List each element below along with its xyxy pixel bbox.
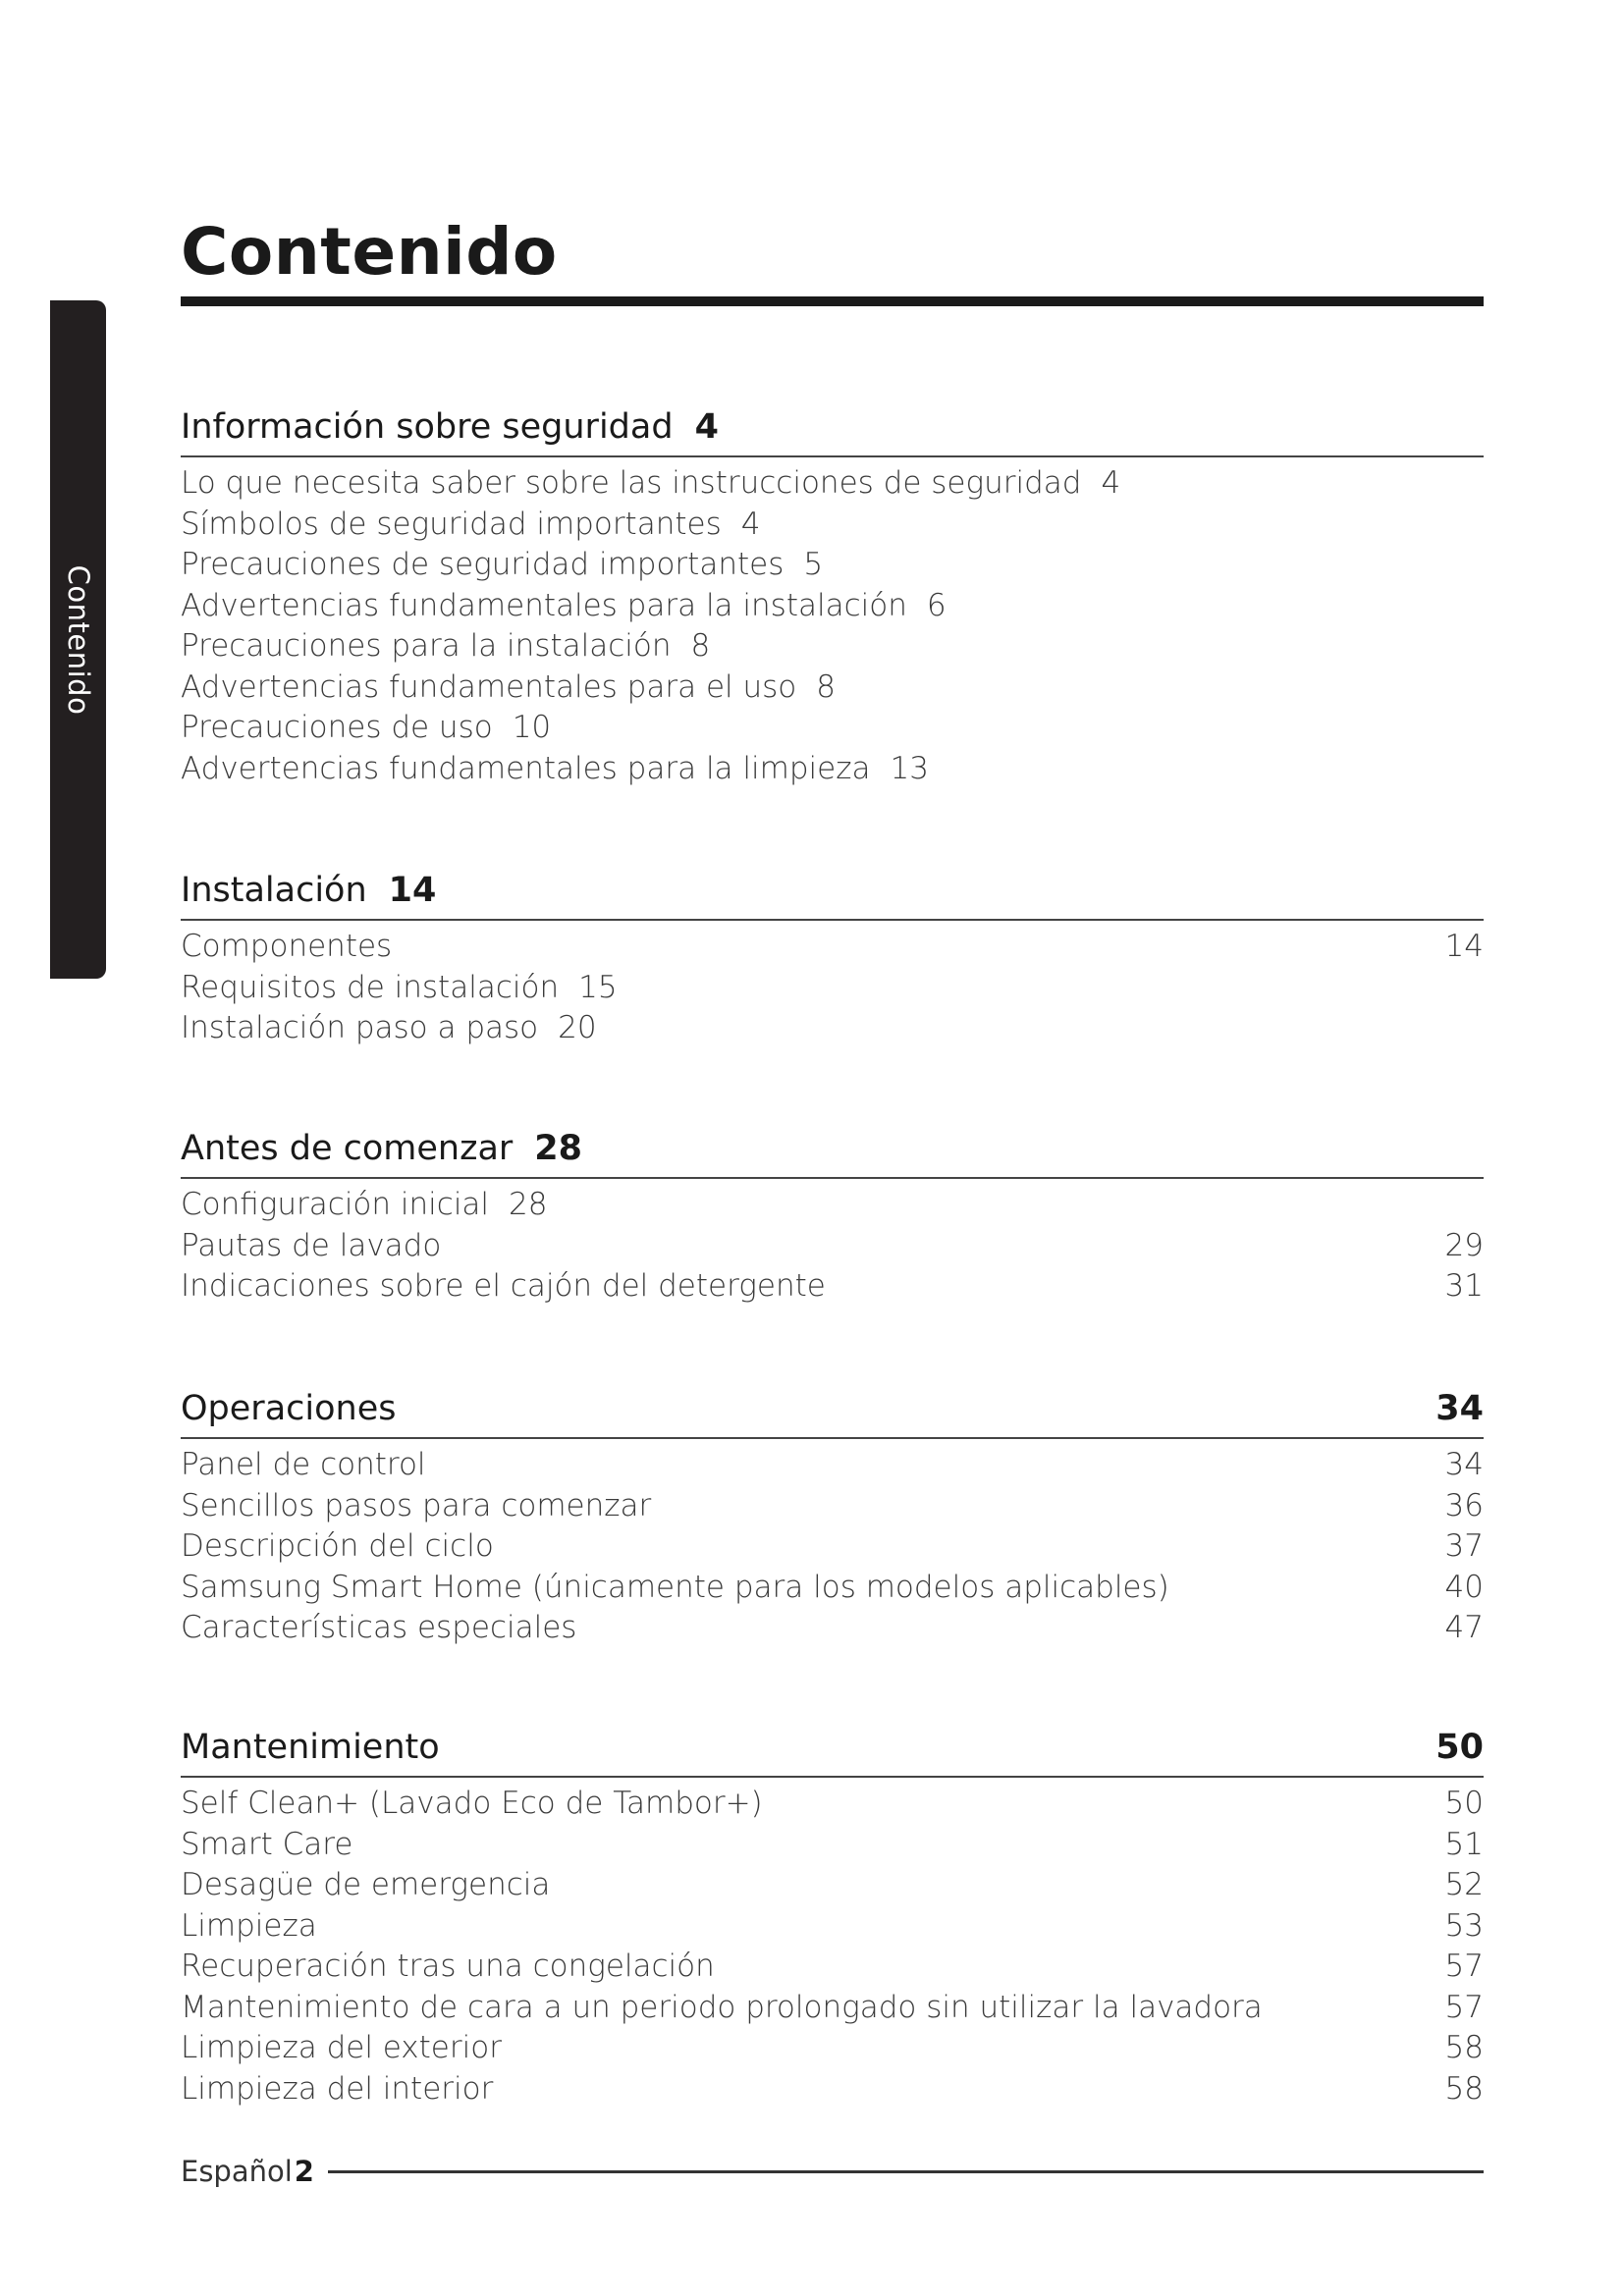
- toc-entry[interactable]: [181, 1947, 1484, 1988]
- toc-entry-page: 40: [1444, 1569, 1484, 1605]
- toc-entry-label: Limpieza: [181, 1907, 317, 1944]
- toc-entry-page: 5: [803, 547, 824, 582]
- side-tab: [50, 300, 106, 979]
- toc-entry-label: Desagüe de emergencia: [181, 1867, 551, 1902]
- toc-entry[interactable]: [181, 2028, 1484, 2069]
- toc-entry-page: 20: [558, 1010, 597, 1045]
- title-rule: [181, 296, 1484, 306]
- toc-entry-page: 13: [890, 750, 929, 786]
- toc-entry-label: Panel de control: [181, 1447, 426, 1482]
- section-page: 34: [1435, 1389, 1484, 1428]
- toc-entry[interactable]: [181, 2069, 1484, 2110]
- toc-entry-label: Advertencias fundamentales para la instalación: [181, 587, 907, 623]
- toc-entry-page: 57: [1444, 1989, 1484, 2025]
- toc-entry[interactable]: [181, 1445, 1484, 1486]
- toc-section: [181, 402, 1484, 789]
- page-footer: [181, 2155, 1484, 2188]
- toc-entry-label: Advertencias fundamentales para la limpieza: [181, 750, 871, 786]
- toc-entry-page: 15: [578, 969, 618, 1005]
- toc-entry[interactable]: [181, 505, 1484, 546]
- toc-section: [181, 1723, 1484, 2109]
- section-title: Instalación: [181, 871, 367, 910]
- section-title: Mantenimiento: [181, 1728, 440, 1767]
- section-page: 14: [388, 871, 437, 910]
- footer-rule: [328, 2170, 1484, 2173]
- toc-entry-label: Indicaciones sobre el cajón del detergente: [181, 1268, 826, 1304]
- toc-entry[interactable]: [181, 463, 1484, 505]
- toc-entry-page: 4: [1101, 465, 1121, 501]
- section-heading[interactable]: [181, 866, 1484, 921]
- toc-entry-label: Precauciones para la instalación: [181, 628, 672, 664]
- section-entries: [181, 1185, 1484, 1308]
- toc-entry-label: Símbolos de seguridad importantes: [181, 506, 722, 542]
- toc-entry[interactable]: [181, 708, 1484, 749]
- footer-page-number: 2: [294, 2155, 314, 2188]
- toc-entry[interactable]: [181, 667, 1484, 709]
- toc-entry[interactable]: [181, 1608, 1484, 1649]
- toc-entry-label: Smart Care: [181, 1826, 353, 1862]
- toc-entry-label: Self Clean+ (Lavado Eco de Tambor+): [181, 1786, 763, 1821]
- page-title: Contenido: [181, 214, 558, 290]
- section-heading[interactable]: [181, 1124, 1484, 1179]
- toc-entry[interactable]: [181, 1906, 1484, 1948]
- toc-entry[interactable]: [181, 1226, 1484, 1267]
- toc-entry[interactable]: [181, 1988, 1484, 2029]
- toc-entry[interactable]: [181, 927, 1484, 968]
- section-heading[interactable]: [181, 1384, 1484, 1439]
- section-page: 28: [534, 1129, 583, 1168]
- toc-entry-page: 6: [926, 587, 947, 623]
- toc-entry-label: Precauciones de seguridad importantes: [181, 547, 785, 582]
- toc-entry-label: Recuperación tras una congelación: [181, 1949, 715, 1984]
- toc-entry-page: 8: [816, 668, 836, 705]
- toc-entry-label: Pautas de lavado: [181, 1227, 442, 1263]
- section-page: 50: [1435, 1728, 1484, 1767]
- toc-entry-label: Configuración inicial: [181, 1187, 490, 1222]
- toc-entry-label: Samsung Smart Home (únicamente para los modelos aplicables): [181, 1569, 1169, 1605]
- section-entries: [181, 1445, 1484, 1649]
- toc-entry-page: 52: [1444, 1867, 1484, 1902]
- section-page: 4: [694, 407, 719, 447]
- toc-entry-page: 31: [1444, 1268, 1484, 1304]
- toc-entry[interactable]: [181, 545, 1484, 586]
- toc-entry-label: Precauciones de uso: [181, 710, 493, 745]
- toc-entry[interactable]: [181, 749, 1484, 790]
- toc-entry-page: 34: [1444, 1447, 1484, 1482]
- toc-entry-label: Instalación paso a paso: [181, 1010, 539, 1045]
- toc-entry[interactable]: [181, 1865, 1484, 1906]
- toc-entry-page: 51: [1444, 1826, 1484, 1862]
- toc-entry[interactable]: [181, 626, 1484, 667]
- toc-section: [181, 1384, 1484, 1649]
- toc-entry-page: 8: [690, 628, 711, 664]
- toc-entry[interactable]: [181, 968, 1484, 1009]
- toc-entry-label: Sencillos pasos para comenzar: [181, 1487, 652, 1523]
- toc-entry[interactable]: [181, 1784, 1484, 1825]
- toc-entry[interactable]: [181, 586, 1484, 627]
- section-title: Antes de comenzar: [181, 1129, 514, 1168]
- toc-entry-label: Componentes: [181, 929, 393, 964]
- section-entries: [181, 927, 1484, 1049]
- toc-entry[interactable]: [181, 1825, 1484, 1866]
- toc-entry-page: 57: [1444, 1949, 1484, 1984]
- toc-entry[interactable]: [181, 1526, 1484, 1568]
- toc-entry-page: 47: [1444, 1610, 1484, 1645]
- toc-entry[interactable]: [181, 1568, 1484, 1609]
- toc-entry-label: Requisitos de instalación: [181, 969, 560, 1005]
- toc-entry-page: 50: [1444, 1786, 1484, 1821]
- toc-entry[interactable]: [181, 1008, 1484, 1049]
- toc-entry[interactable]: [181, 1266, 1484, 1308]
- section-title: Información sobre seguridad: [181, 407, 674, 447]
- section-entries: [181, 463, 1484, 789]
- footer-language: Español: [181, 2155, 293, 2188]
- toc-entry-page: 14: [1444, 929, 1484, 964]
- toc-entry-page: 36: [1444, 1487, 1484, 1523]
- toc-section: [181, 1124, 1484, 1308]
- toc-entry-page: 29: [1444, 1227, 1484, 1263]
- toc-entry-page: 58: [1444, 2070, 1484, 2107]
- section-heading[interactable]: [181, 402, 1484, 457]
- toc-entry-page: 37: [1444, 1528, 1484, 1564]
- toc-entry-label: Lo que necesita saber sobre las instrucciones de seguridad: [181, 465, 1082, 501]
- section-title: Operaciones: [181, 1389, 397, 1428]
- side-tab-label: Contenido: [61, 564, 95, 715]
- toc-entry-label: Descripción del ciclo: [181, 1528, 494, 1564]
- toc-entry-label: Mantenimiento de cara a un periodo prolongado sin utilizar la lavadora: [181, 1989, 1263, 2025]
- toc-entry-label: Características especiales: [181, 1610, 577, 1645]
- toc-entry-label: Limpieza del interior: [181, 2070, 494, 2107]
- toc-section: [181, 866, 1484, 1049]
- toc-entry-label: Limpieza del exterior: [181, 2030, 502, 2065]
- toc-entry-label: Advertencias fundamentales para el uso: [181, 668, 797, 705]
- toc-entry-page: 53: [1444, 1907, 1484, 1944]
- toc-entry-page: 4: [740, 506, 761, 542]
- section-heading[interactable]: [181, 1723, 1484, 1778]
- toc-entry-page: 28: [509, 1187, 548, 1222]
- toc-entry-page: 10: [512, 710, 552, 745]
- toc-entry[interactable]: [181, 1486, 1484, 1527]
- section-entries: [181, 1784, 1484, 2109]
- toc-entry-page: 58: [1444, 2030, 1484, 2065]
- toc-entry[interactable]: [181, 1185, 1484, 1226]
